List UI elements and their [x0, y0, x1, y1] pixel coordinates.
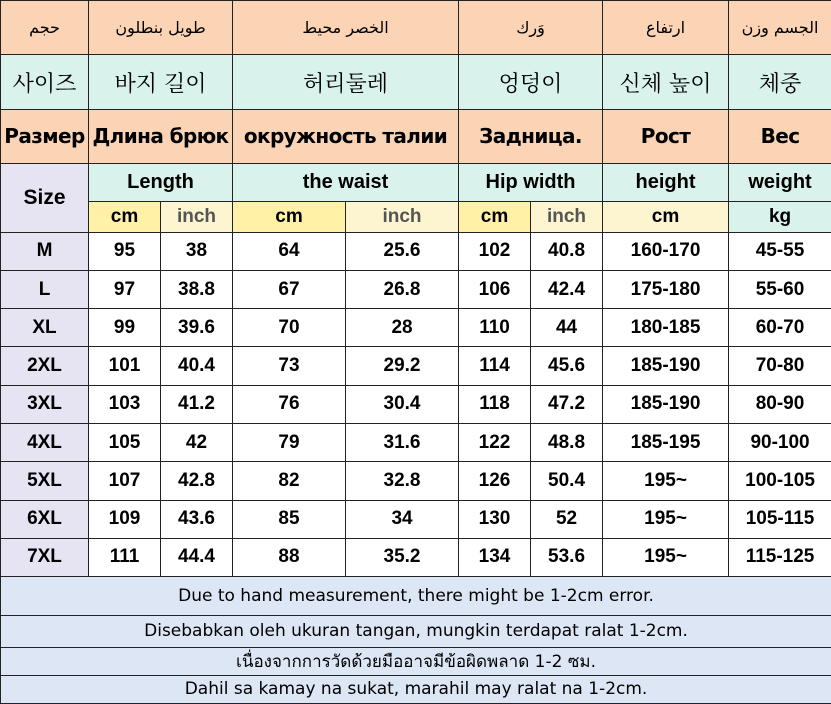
weight-kg-cell: 115-125 [729, 538, 831, 576]
note-row [1, 616, 831, 647]
length-cm-cell: 99 [89, 309, 161, 347]
length-inch-cell: 42.8 [161, 462, 233, 500]
note-row [1, 647, 831, 675]
hip-inch-cell: 44 [531, 309, 603, 347]
header-row-korean [1, 55, 831, 109]
header-hip-english: Hip width [459, 164, 603, 202]
header-waist-english: the waist [233, 164, 459, 202]
waist-inch-cell: 31.6 [346, 423, 459, 461]
hip-cm-cell: 134 [459, 538, 531, 576]
header-length-arabic: طويل بنطلون [89, 1, 233, 55]
table-row [1, 309, 831, 347]
height-cm-cell: 195~ [603, 462, 729, 500]
waist-cm-cell: 67 [233, 270, 346, 308]
unit-length-cm: cm [89, 202, 161, 232]
length-inch-cell: 44.4 [161, 538, 233, 576]
size-cell: L [1, 270, 89, 308]
height-cm-cell: 175-180 [603, 270, 729, 308]
note-row [1, 675, 831, 703]
header-weight-english: weight [729, 164, 831, 202]
header-weight-arabic: الجسم وزن [729, 1, 831, 55]
weight-kg-cell: 105-115 [729, 500, 831, 538]
length-inch-cell: 38 [161, 232, 233, 270]
weight-kg-cell: 100-105 [729, 462, 831, 500]
waist-inch-cell: 30.4 [346, 385, 459, 423]
table-row [1, 385, 831, 423]
table-row [1, 423, 831, 461]
measurement-note: Due to hand measurement, there might be 1-2cm error. [1, 577, 831, 616]
hip-cm-cell: 122 [459, 423, 531, 461]
hip-inch-cell: 50.4 [531, 462, 603, 500]
size-cell: 6XL [1, 500, 89, 538]
hip-cm-cell: 118 [459, 385, 531, 423]
hip-cm-cell: 102 [459, 232, 531, 270]
header-length-english: Length [89, 164, 233, 202]
unit-height-cm: cm [603, 202, 729, 232]
header-height-korean: 신체 높이 [603, 55, 729, 109]
measurement-note: เนื่องจากการวัดด้วยมืออาจมีข้อผิดพลาด 1-2 ซม. [1, 647, 831, 675]
header-size-korean: 사이즈 [1, 55, 89, 109]
height-cm-cell: 185-190 [603, 347, 729, 385]
weight-kg-cell: 55-60 [729, 270, 831, 308]
waist-inch-cell: 34 [346, 500, 459, 538]
height-cm-cell: 195~ [603, 500, 729, 538]
header-length-russian: Длина брюк [89, 109, 233, 163]
hip-cm-cell: 110 [459, 309, 531, 347]
height-cm-cell: 160-170 [603, 232, 729, 270]
length-cm-cell: 101 [89, 347, 161, 385]
waist-inch-cell: 32.8 [346, 462, 459, 500]
table-row [1, 347, 831, 385]
hip-cm-cell: 114 [459, 347, 531, 385]
height-cm-cell: 185-195 [603, 423, 729, 461]
length-cm-cell: 111 [89, 538, 161, 576]
weight-kg-cell: 90-100 [729, 423, 831, 461]
header-waist-arabic: الخصر محيط [233, 1, 459, 55]
table-row [1, 270, 831, 308]
waist-cm-cell: 64 [233, 232, 346, 270]
weight-kg-cell: 60-70 [729, 309, 831, 347]
header-row-english [1, 164, 831, 202]
header-size-english: Size [1, 164, 89, 233]
waist-inch-cell: 35.2 [346, 538, 459, 576]
waist-cm-cell: 88 [233, 538, 346, 576]
waist-cm-cell: 79 [233, 423, 346, 461]
hip-inch-cell: 47.2 [531, 385, 603, 423]
header-waist-russian: окружность талии [233, 109, 459, 163]
table-row [1, 232, 831, 270]
hip-inch-cell: 40.8 [531, 232, 603, 270]
weight-kg-cell: 70-80 [729, 347, 831, 385]
size-cell: M [1, 232, 89, 270]
header-size-russian: Размер [1, 109, 89, 163]
hip-cm-cell: 106 [459, 270, 531, 308]
length-inch-cell: 43.6 [161, 500, 233, 538]
size-cell: 3XL [1, 385, 89, 423]
header-hip-korean: 엉덩이 [459, 55, 603, 109]
measurement-note: Dahil sa kamay na sukat, marahil may ralat na 1-2cm. [1, 675, 831, 703]
header-length-korean: 바지 길이 [89, 55, 233, 109]
waist-cm-cell: 70 [233, 309, 346, 347]
waist-inch-cell: 28 [346, 309, 459, 347]
size-cell: 7XL [1, 538, 89, 576]
hip-cm-cell: 126 [459, 462, 531, 500]
length-cm-cell: 95 [89, 232, 161, 270]
unit-hip-cm: cm [459, 202, 531, 232]
length-inch-cell: 39.6 [161, 309, 233, 347]
height-cm-cell: 185-190 [603, 385, 729, 423]
header-waist-korean: 허리둘레 [233, 55, 459, 109]
unit-weight-kg: kg [729, 202, 831, 232]
unit-waist-cm: cm [233, 202, 346, 232]
hip-inch-cell: 48.8 [531, 423, 603, 461]
waist-inch-cell: 26.8 [346, 270, 459, 308]
length-cm-cell: 97 [89, 270, 161, 308]
length-inch-cell: 38.8 [161, 270, 233, 308]
header-weight-russian: Вес [729, 109, 831, 163]
header-weight-korean: 체중 [729, 55, 831, 109]
measurement-note: Disebabkan oleh ukuran tangan, mungkin terdapat ralat 1-2cm. [1, 616, 831, 647]
data-rows [1, 232, 831, 576]
header-row-russian [1, 109, 831, 163]
header-hip-russian: Задница. [459, 109, 603, 163]
table-row [1, 538, 831, 576]
header-hip-arabic: وَرك [459, 1, 603, 55]
hip-inch-cell: 52 [531, 500, 603, 538]
waist-cm-cell: 73 [233, 347, 346, 385]
waist-cm-cell: 82 [233, 462, 346, 500]
waist-inch-cell: 25.6 [346, 232, 459, 270]
header-size-arabic: حجم [1, 1, 89, 55]
weight-kg-cell: 45-55 [729, 232, 831, 270]
length-cm-cell: 103 [89, 385, 161, 423]
waist-cm-cell: 76 [233, 385, 346, 423]
weight-kg-cell: 80-90 [729, 385, 831, 423]
header-height-russian: Рост [603, 109, 729, 163]
length-cm-cell: 105 [89, 423, 161, 461]
hip-inch-cell: 42.4 [531, 270, 603, 308]
note-rows [1, 577, 831, 704]
length-cm-cell: 109 [89, 500, 161, 538]
hip-inch-cell: 45.6 [531, 347, 603, 385]
note-row [1, 577, 831, 616]
size-cell: XL [1, 309, 89, 347]
unit-waist-inch: inch [346, 202, 459, 232]
units-row [1, 202, 831, 232]
hip-inch-cell: 53.6 [531, 538, 603, 576]
table-row [1, 462, 831, 500]
length-inch-cell: 41.2 [161, 385, 233, 423]
size-cell: 4XL [1, 423, 89, 461]
length-inch-cell: 40.4 [161, 347, 233, 385]
unit-length-inch: inch [161, 202, 233, 232]
size-cell: 2XL [1, 347, 89, 385]
unit-hip-inch: inch [531, 202, 603, 232]
header-height-english: height [603, 164, 729, 202]
hip-cm-cell: 130 [459, 500, 531, 538]
size-cell: 5XL [1, 462, 89, 500]
table-row [1, 500, 831, 538]
waist-cm-cell: 85 [233, 500, 346, 538]
waist-inch-cell: 29.2 [346, 347, 459, 385]
length-cm-cell: 107 [89, 462, 161, 500]
length-inch-cell: 42 [161, 423, 233, 461]
header-row-arabic [1, 1, 831, 55]
height-cm-cell: 195~ [603, 538, 729, 576]
height-cm-cell: 180-185 [603, 309, 729, 347]
header-height-arabic: ارتفاع [603, 1, 729, 55]
